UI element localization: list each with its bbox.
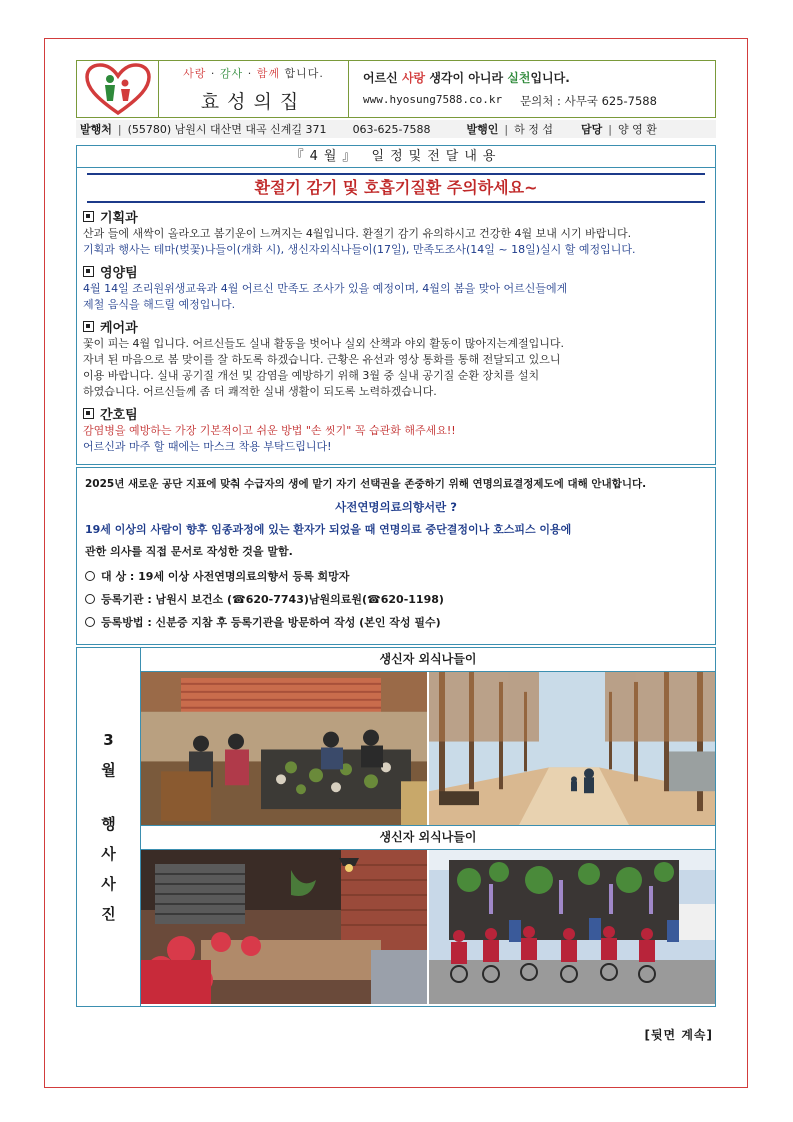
motto: 어르신 사랑 생각이 아니라 실천입니다. xyxy=(363,71,570,85)
section-body: 감염병을 예방하는 가장 기본적이고 쉬운 방법 "손 씻기" 꼭 습관화 해주세요!! 어르신과 마주 할 때에는 마스크 착용 부탁드립니다! xyxy=(83,424,456,453)
circle-bullet-icon xyxy=(85,571,95,581)
photo-caption: 생신자 외식나들이 xyxy=(141,648,715,672)
photo-group-outdoor xyxy=(427,850,715,1004)
address: (55780) 남원시 대산면 대곡 신계길 371 xyxy=(127,123,327,136)
square-bullet-icon xyxy=(83,266,94,277)
continued-note: [뒷면 계속] xyxy=(644,1028,713,1042)
schedule-box xyxy=(76,145,716,465)
heart-logo-icon xyxy=(83,63,153,115)
org-name: 효성의집 xyxy=(200,90,307,113)
section-body: 꽃이 피는 4월 입니다. 어르신들도 실내 활동을 벗어나 실외 산책과 야외 활동이 많아지는계절입니다. 자녀 된 마음으로 봄 맞이를 잘 하도록 하겠습니다. 근황은 유선과 영상 통화를 통해 전달되고 있으니 이용 바랍니다. 실내 공기질 개선 및 감염을 예방하기 위해 3월 중 실내 공기질 순환 장치를 설치 하였습니다. 어르신들께 좀 더 쾌적한 실내 생활이 되도록 노력하겠습니다. xyxy=(83,337,564,398)
square-bullet-icon xyxy=(83,408,94,419)
info-subtitle: 사전연명의료의향서란 ? xyxy=(335,500,457,514)
info-list xyxy=(85,565,707,634)
square-bullet-icon xyxy=(83,321,94,332)
banner-headline: 환절기 감기 및 호흡기질환 주의하세요~ xyxy=(87,173,705,203)
slogan-box xyxy=(159,61,349,117)
website-link[interactable]: www.hyosung7588.co.kr xyxy=(363,93,503,106)
info-intro: 2025년 새로운 공단 지표에 맞춰 수급자의 생에 맡기 자기 선택권을 존중하기 위해 연명의료결정제도에 대해 안내합니다. xyxy=(85,478,647,490)
phone-info: 문의처 : 사무국 625-7588 xyxy=(520,94,657,108)
info-definition: 19세 이상의 사람이 향후 임종과정에 있는 환자가 되었을 때 연명의료 중단결정이나 호스피스 이용에 관한 의사를 직접 문서로 작성한 것을 말함. xyxy=(85,523,572,558)
photo-cafe-interior xyxy=(141,850,427,1004)
section-nursing: 간호팀 감염병을 예방하는 가장 기본적이고 쉬운 방법 "손 씻기" 꼭 습관화 해주세요!! 어르신과 마주 할 때에는 마스크 착용 부탁드립니다! xyxy=(77,404,715,455)
photos-side-label: 3 월 행 사 사 진 xyxy=(77,648,141,1006)
manager-name: 양 영 환 xyxy=(617,123,657,136)
logo xyxy=(77,61,159,117)
phone: 063-625-7588 xyxy=(352,122,431,136)
circle-bullet-icon xyxy=(85,617,95,627)
photo-tree-lined-path xyxy=(427,672,715,825)
section-care: 케어과 꽃이 피는 4월 입니다. 어르신들도 실내 활동을 벗어나 실외 산책과 야외 활동이 많아지는계절입니다. 자녀 된 마음으로 봄 맞이를 잘 하도록 하겠습니다. 근황은 유선과 영상 통화를 통해 전달되고 있으니 이용 바랍니다. 실내 공기질 개선 및 감염을 예방하기 위해 3월 중 실내 공기질 순환 장치를 설치 하였습니다. 어르신들께 좀 더 쾌적한 실내 생활이 되도록 노력하겠습니다. xyxy=(77,317,715,400)
section-nutrition: 영양팀 4월 14일 조리원위생교육과 4월 어르신 만족도 조사가 있을 예정이며, 4월의 봄을 맞아 어르신들에게 제철 음식을 해드릴 예정입니다. xyxy=(77,262,715,313)
photo-row xyxy=(141,672,715,826)
list-item: 대 상 : 19세 이상 사전연명의료의향서 등록 희망자 xyxy=(85,565,707,588)
publisher-line: 발행처 | (55780) 남원시 대산면 대곡 신계길 371 063-625-7588 발행인 | 하 정 섭 담당 | 양 영 환 xyxy=(76,120,716,138)
square-bullet-icon xyxy=(83,211,94,222)
circle-bullet-icon xyxy=(85,594,95,604)
slogan: 사랑 · 감사 · 함께 합니다. xyxy=(183,66,324,80)
publisher-name: 하 정 섭 xyxy=(514,123,553,136)
section-planning: 기획과 산과 들에 새싹이 올라오고 봄기운이 느껴지는 4월입니다. 환절기 감기 유의하시고 건강한 4월 보내 시기 바랍니다. 기획과 행사는 테마(벚꽃)나들이(개화 시), 생신자외식나들이(17일), 만족도조사(14일 ~ 18일)실시 할 예정입니다. xyxy=(77,207,715,258)
contact xyxy=(363,93,715,109)
motto-box xyxy=(349,61,715,117)
newsletter-header xyxy=(76,60,716,118)
list-item: 등록방법 : 신분증 지참 후 등록기관을 방문하여 작성 (본인 작성 필수) xyxy=(85,611,707,634)
photo-row xyxy=(141,850,715,1004)
list-item: 등록기관 : 남원시 보건소 (☎620-7743)남원의료원(☎620-1198) xyxy=(85,588,707,611)
section-body: 4월 14일 조리원위생교육과 4월 어르신 만족도 조사가 있을 예정이며, 4월의 봄을 맞아 어르신들에게 제철 음식을 해드릴 예정입니다. xyxy=(83,282,568,311)
schedule-title: 『4월』 일정및전달내용 xyxy=(77,146,715,168)
section-body: 산과 들에 새싹이 올라오고 봄기운이 느껴지는 4월입니다. 환절기 감기 유의하시고 건강한 4월 보내 시기 바랍니다. 기획과 행사는 테마(벚꽃)나들이(개화 시), 생신자외식나들이(17일), 만족도조사(14일 ~ 18일)실시 할 예정입니다. xyxy=(83,227,636,256)
event-photos xyxy=(76,647,716,1007)
photo-restaurant-meal xyxy=(141,672,427,825)
photo-caption: 생신자 외식나들이 xyxy=(141,826,715,850)
advance-directive-info xyxy=(76,467,716,645)
